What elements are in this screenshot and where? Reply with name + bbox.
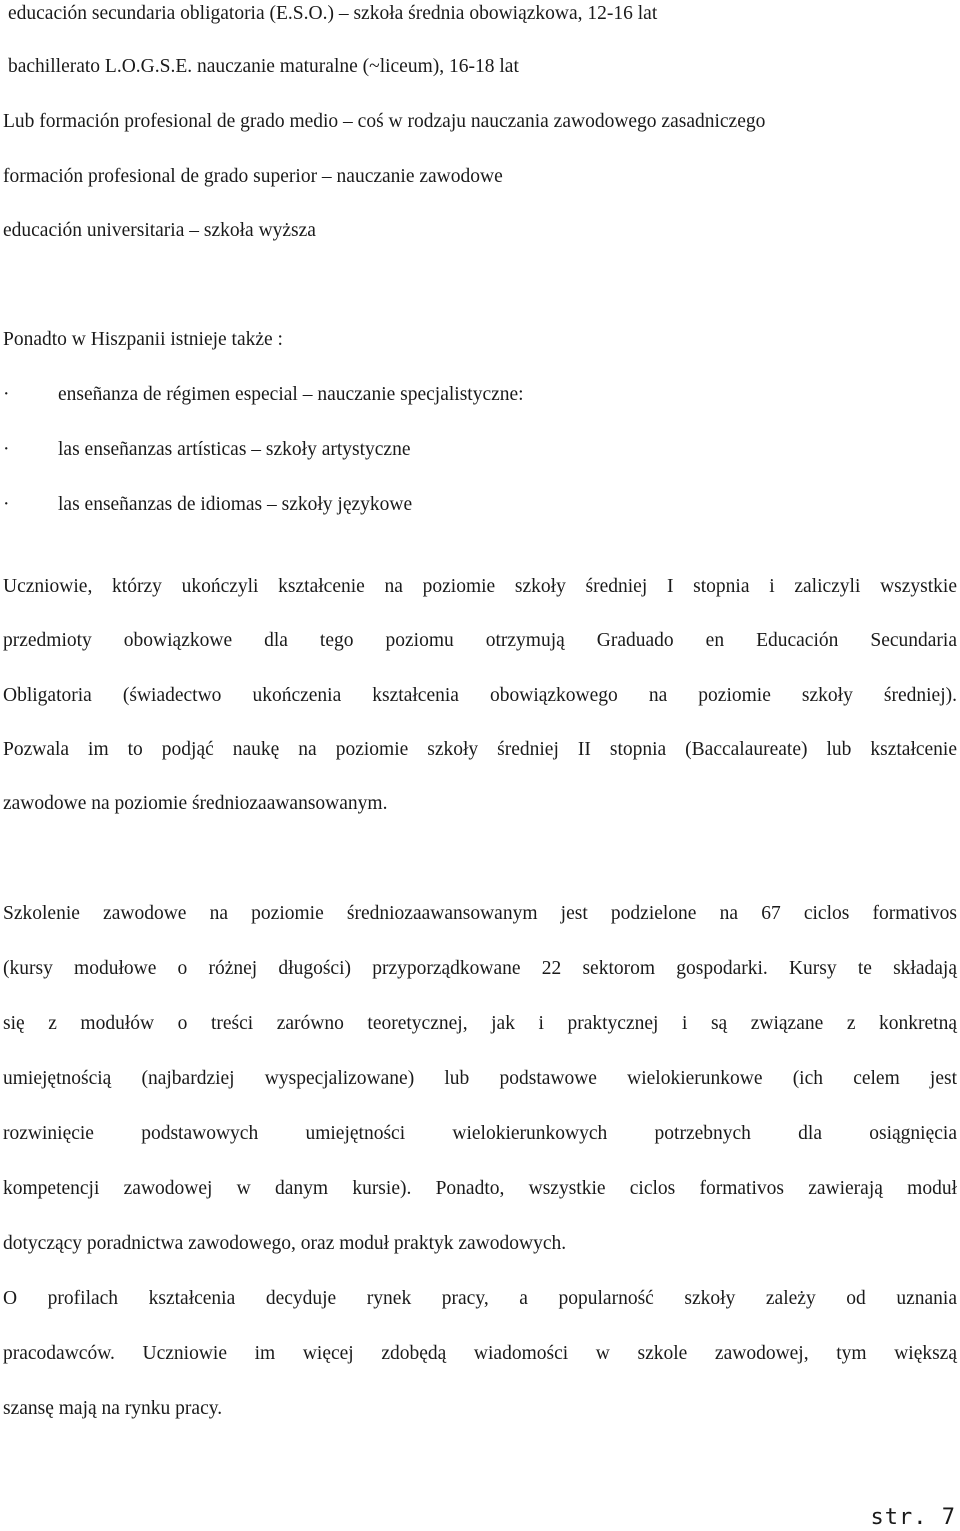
paragraph-line: przedmioty obowiązkowe dla tego poziomu otrzymują Graduado en Educación Secundaria xyxy=(3,630,957,651)
paragraph-line: rozwinięcie podstawowych umiejętności wielokierunkowych potrzebnych dla osiągnięcia xyxy=(3,1123,957,1144)
education-level-item: educación secundaria obligatoria (E.S.O.) – szkoła średnia obowiązkowa, 12-16 lat xyxy=(8,3,658,24)
paragraph-line: Pozwala im to podjąć naukę na poziomie szkoły średniej II stopnia (Baccalaureate) lub kształcenie xyxy=(3,739,957,760)
paragraph-line: Obligatoria (świadectwo ukończenia kształcenia obowiązkowego na poziomie szkoły średniej). xyxy=(3,685,957,706)
paragraph-line: (kursy modułowe o różnej długości) przyporządkowane 22 sektorom gospodarki. Kursy te składają xyxy=(3,958,957,979)
list-item-text: las enseñanzas de idiomas – szkoły językowe xyxy=(58,494,413,515)
bullet-marker: · xyxy=(3,439,10,460)
paragraph-line: się z modułów o treści zarówno teoretycznej, jak i praktycznej i są związane z konkretną xyxy=(3,1013,957,1034)
paragraph-line: pracodawców. Uczniowie im więcej zdobędą wiadomości w szkole zawodowej, tym większą xyxy=(3,1343,957,1364)
paragraph-line: zawodowe na poziomie średniozaawansowanym. xyxy=(3,793,388,814)
paragraph-line: szansę mają na rynku pracy. xyxy=(3,1398,223,1419)
bullet-marker: · xyxy=(3,384,10,405)
education-level-item: Lub formación profesional de grado medio – coś w rodzaju nauczania zawodowego zasadniczego xyxy=(3,111,766,132)
bullet-marker: · xyxy=(3,494,10,515)
also-intro-text: Ponadto w Hiszpanii istnieje także : xyxy=(3,329,283,350)
paragraph-line: Szkolenie zawodowe na poziomie średniozaawansowanym jest podzielone na 67 ciclos formativos xyxy=(3,903,957,924)
page-number: str. 7 xyxy=(870,1505,956,1530)
list-item-text: las enseñanzas artísticas – szkoły artystyczne xyxy=(58,439,411,460)
paragraph-line: O profilach kształcenia decyduje rynek pracy, a popularność szkoły zależy od uznania xyxy=(3,1288,957,1309)
paragraph-line: Uczniowie, którzy ukończyli kształcenie na poziomie szkoły średniej I stopnia i zaliczyli wszystkie xyxy=(3,576,957,597)
education-level-item: educación universitaria – szkoła wyższa xyxy=(3,220,316,241)
list-item-text: enseñanza de régimen especial – nauczanie specjalistyczne: xyxy=(58,384,524,405)
paragraph-line: kompetencji zawodowej w danym kursie). Ponadto, wszystkie ciclos formativos zawierają moduł xyxy=(3,1178,957,1199)
education-level-item: bachillerato L.O.G.S.E. nauczanie maturalne (~liceum), 16-18 lat xyxy=(8,56,519,77)
paragraph-line: umiejętnością (najbardziej wyspecjalizowane) lub podstawowe wielokierunkowe (ich celem jest xyxy=(3,1068,957,1089)
paragraph-line: dotyczący poradnictwa zawodowego, oraz moduł praktyk zawodowych. xyxy=(3,1233,567,1254)
education-level-item: formación profesional de grado superior – nauczanie zawodowe xyxy=(3,166,503,187)
